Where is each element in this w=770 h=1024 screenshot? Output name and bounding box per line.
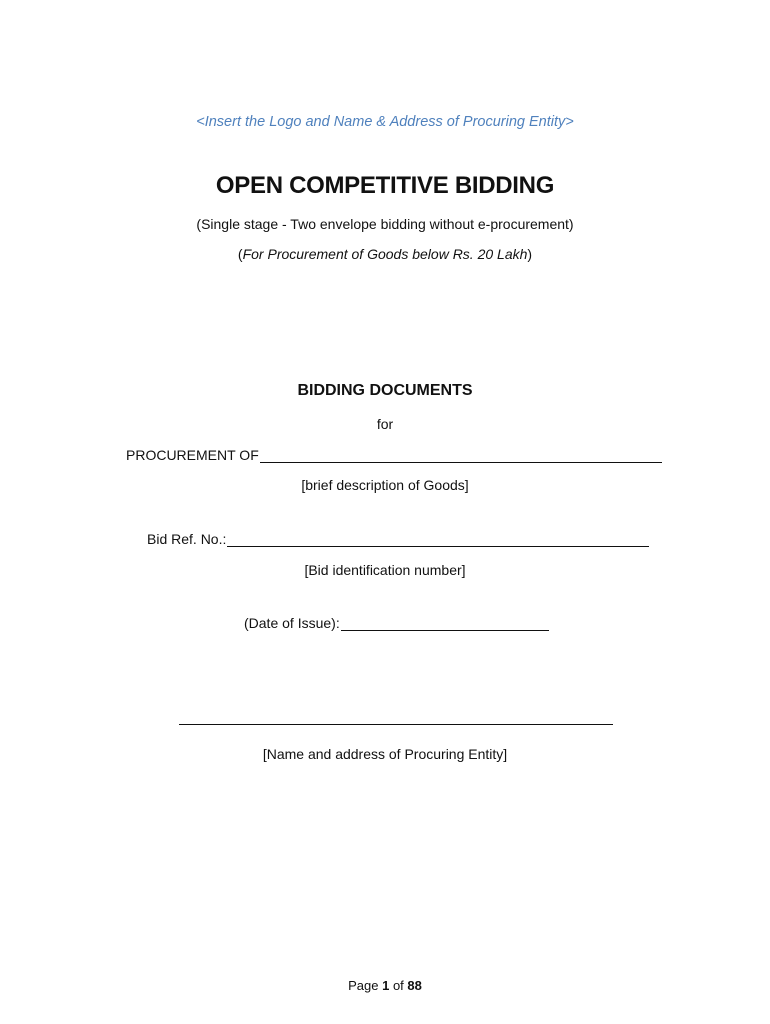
scope-open-paren: ( [237, 246, 243, 262]
date-of-issue-field [244, 615, 549, 631]
bidding-documents-heading: BIDDING DOCUMENTS [297, 382, 473, 399]
procurement-scope [0, 246, 770, 262]
bid-ref-blank[interactable] [227, 532, 649, 547]
page-of-label: of [392, 978, 404, 993]
total-pages-number: 88 [407, 978, 422, 993]
document-subtitle: (Single stage - Two envelope bidding without e-procurement) [196, 216, 574, 232]
page-number-footer [0, 978, 770, 993]
procuring-entity-hint: [Name and address of Procuring Entity] [262, 746, 508, 762]
current-page-number: 1 [382, 978, 390, 993]
date-of-issue-blank[interactable] [341, 616, 549, 631]
date-of-issue-label: (Date of Issue): [244, 615, 340, 631]
procuring-entity-blank[interactable] [179, 724, 613, 725]
procurement-of-field [126, 447, 662, 463]
bid-ref-label: Bid Ref. No.: [147, 531, 227, 547]
bid-ref-field [147, 531, 649, 547]
for-label: for [376, 416, 394, 432]
procurement-of-label: PROCUREMENT OF [126, 447, 259, 463]
goods-description-hint: [brief description of Goods] [301, 477, 469, 493]
document-title: OPEN COMPETITIVE BIDDING [215, 172, 555, 199]
procurement-of-blank[interactable] [260, 448, 662, 463]
page-prefix: Page [348, 978, 379, 993]
scope-close-paren: ) [527, 246, 533, 262]
bid-identification-hint: [Bid identification number] [304, 562, 466, 578]
scope-text: For Procurement of Goods below Rs. 20 Lakh [242, 246, 528, 262]
logo-placeholder-text: <Insert the Logo and Name & Address of Procuring Entity> [196, 114, 574, 130]
